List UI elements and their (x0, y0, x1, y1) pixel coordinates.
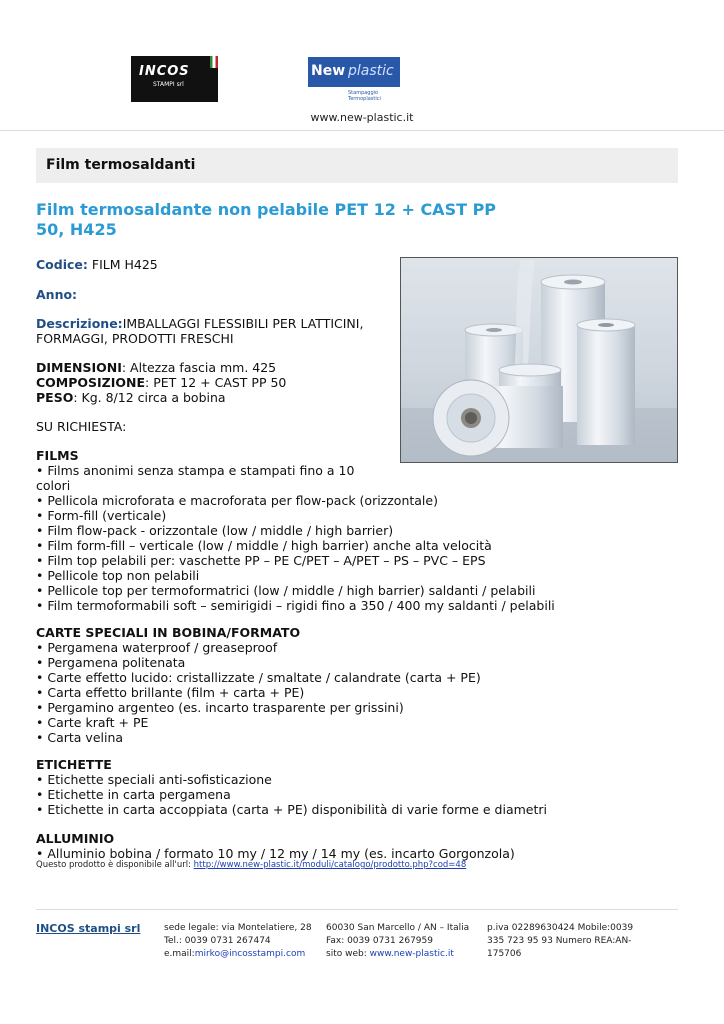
carte-list (36, 640, 556, 745)
page-header (0, 0, 724, 130)
dimensioni-row (36, 360, 386, 375)
films-heading: FILMS (36, 448, 79, 463)
peso-label: PESO (36, 390, 74, 405)
composizione-value: : PET 12 + CAST PP 50 (145, 375, 287, 390)
footer-col-city (326, 922, 476, 961)
list-item: • Pellicole top non pelabili (36, 568, 556, 583)
codice-value: FILM H425 (91, 257, 158, 272)
incos-logo (131, 56, 218, 102)
footer-company[interactable]: INCOS stampi srl (36, 922, 141, 935)
list-item: • Etichette speciali anti-sofisticazione (36, 772, 576, 787)
peso-row (36, 390, 386, 405)
carte-section (36, 625, 556, 745)
composizione-row (36, 375, 386, 390)
product-title: Film termosaldante non pelabile PET 12 + CAST PP 50, H425 (36, 200, 497, 239)
header-divider (0, 130, 724, 131)
incos-logo-sub: STAMPI srl (153, 81, 184, 88)
list-item: • Etichette in carta pergamena (36, 787, 576, 802)
list-item: • Etichette in carta accoppiata (carta + PE) disponibilità di varie forme e diametri (36, 802, 576, 817)
italian-flag-icon (210, 56, 218, 68)
product-url-note (36, 860, 466, 870)
codice-label: Codice: (36, 257, 88, 272)
footer-web-label: sito web: (326, 949, 370, 959)
list-item: • Film termoformabili soft – semirigidi – rigidi fino a 350 / 400 my saldanti / pelabili (36, 598, 556, 613)
descrizione-row (36, 316, 386, 346)
etichette-heading: ETICHETTE (36, 757, 112, 772)
specs-block (36, 360, 386, 405)
list-item: • Carta effetto brillante (film + carta + PE) (36, 685, 556, 700)
newplastic-logo-tag: Stampaggio Termoplastici (348, 90, 381, 102)
list-item: • Form-fill (verticale) (36, 508, 556, 523)
list-item: • Alluminio bobina / formato 10 my / 12 my / 14 my (es. incarto Gorgonzola) (36, 846, 576, 861)
alluminio-section (36, 831, 576, 861)
footer-email-label: e.mail: (164, 949, 195, 959)
section-bar (36, 148, 678, 183)
anno-row (36, 287, 77, 302)
descrizione-value: IMBALLAGGI FLESSIBILI PER LATTICINI, FORMAGGI, PRODOTTI FRESCHI (36, 316, 364, 346)
newplastic-logo (308, 57, 400, 102)
films-section (36, 448, 556, 613)
film-rolls-illustration (401, 258, 678, 463)
alluminio-heading: ALLUMINIO (36, 831, 115, 846)
descrizione-label: Descrizione: (36, 316, 123, 331)
list-item: • Pergamena politenata (36, 655, 556, 670)
alluminio-list (36, 846, 576, 861)
header-url[interactable]: www.new-plastic.it (310, 111, 414, 124)
list-item: • Carte effetto lucido: cristallizzate / smaltate / calandrate (carta + PE) (36, 670, 556, 685)
list-item: • Film form-fill – verticale (low / middle / high barrier) anche alta velocità (36, 538, 556, 553)
incos-logo-text: INCOS (139, 64, 190, 79)
anno-label: Anno: (36, 287, 78, 302)
newplastic-logo-b: plastic (348, 63, 394, 79)
list-item: • Pellicola microforata e macroforata per flow-pack (orizzontale) (36, 493, 556, 508)
list-item: • Carte kraft + PE (36, 715, 556, 730)
footer-city: 60030 San Marcello / AN – Italia (326, 923, 470, 933)
dimensioni-value: : Altezza fascia mm. 425 (121, 360, 277, 375)
footer-email-row (164, 948, 314, 961)
list-item: • Pergamino argenteo (es. incarto trasparente per grissini) (36, 700, 556, 715)
footer-web[interactable]: www.new-plastic.it (369, 949, 454, 959)
etichette-section (36, 757, 576, 817)
carte-heading: CARTE SPECIALI IN BOBINA/FORMATO (36, 625, 301, 640)
newplastic-logo-a: New (311, 63, 346, 79)
product-url-note-text: Questo prodotto è disponibile all'url: (36, 860, 194, 870)
footer-divider (36, 909, 678, 910)
footer-email[interactable]: mirko@incosstampi.com (194, 949, 306, 959)
footer-fax: Fax: 0039 0731 267959 (326, 936, 433, 946)
product-url-link[interactable]: http://www.new-plastic.it/moduli/catalogo/prodotto.php?cod=48 (193, 860, 467, 870)
list-item: • Films anonimi senza stampa e stampati fino a 10 colori (36, 463, 366, 493)
footer-col-legal: p.iva 02289630424 Mobile:0039 335 723 95 93 Numero REA:AN-175706 (487, 923, 634, 959)
footer-tel: Tel.: 0039 0731 267474 (164, 936, 271, 946)
list-item: • Carta velina (36, 730, 556, 745)
codice-row (36, 257, 158, 272)
list-item: • Film flow-pack - orizzontale (low / middle / high barrier) (36, 523, 556, 538)
list-item: • Pergamena waterproof / greaseproof (36, 640, 556, 655)
composizione-label: COMPOSIZIONE (36, 375, 146, 390)
footer-web-row (326, 948, 476, 961)
footer-col-address (164, 922, 314, 961)
section-title: Film termosaldanti (46, 157, 196, 173)
list-item: • Film top pelabili per: vaschette PP – PE C/PET – A/PET – PS – PVC – EPS (36, 553, 556, 568)
product-photo (400, 257, 678, 463)
etichette-list (36, 772, 576, 817)
films-list (36, 463, 556, 613)
peso-value: : Kg. 8/12 circa a bobina (73, 390, 226, 405)
list-item: • Pellicole top per termoformatrici (low / middle / high barrier) saldanti / pelabili (36, 583, 556, 598)
footer-address: sede legale: via Montelatiere, 28 (164, 923, 312, 933)
su-richiesta: SU RICHIESTA: (36, 419, 127, 434)
dimensioni-label: DIMENSIONI (36, 360, 122, 375)
